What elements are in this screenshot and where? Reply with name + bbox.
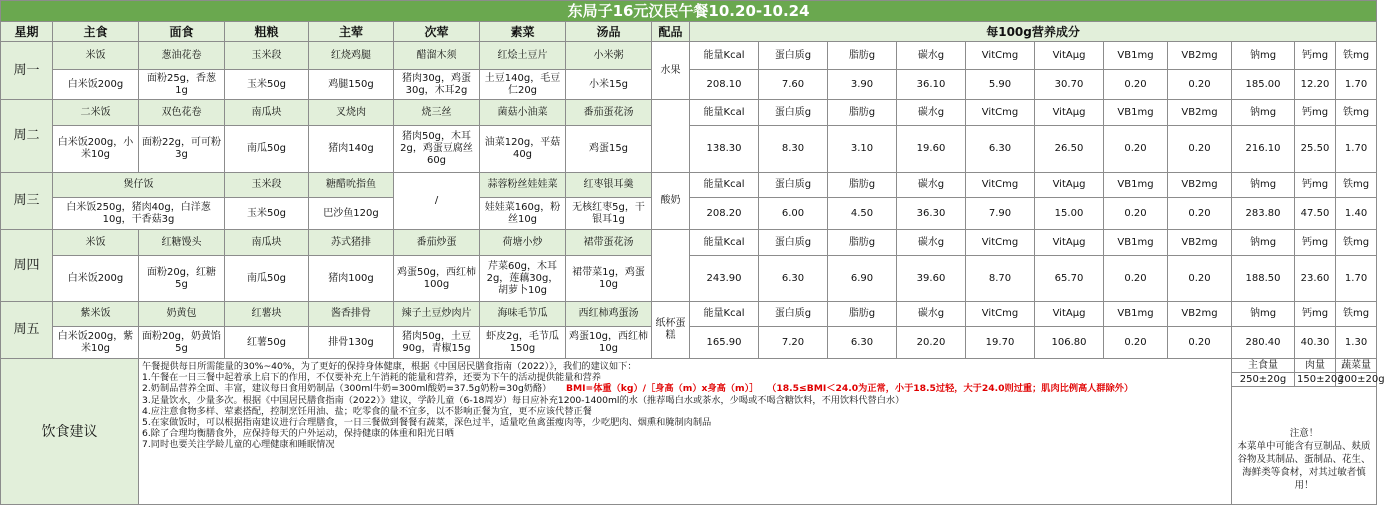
nutrient-value: 208.20: [690, 198, 759, 230]
nutrient-label: 钙mg: [1295, 100, 1336, 126]
nutrient-label: 蛋白质g: [759, 100, 828, 126]
nutrient-label: 能量Kcal: [690, 42, 759, 70]
dish-cell: 玉米段: [225, 42, 309, 70]
nutrient-value: 1.70: [1336, 126, 1377, 173]
nutrient-label: 蛋白质g: [759, 42, 828, 70]
nutrient-value: 165.90: [690, 327, 759, 359]
dish-cell: 米饭: [53, 42, 139, 70]
nutrient-label: 脂肪g: [828, 173, 897, 198]
nutrient-label: 铁mg: [1336, 42, 1377, 70]
nutrient-label: 碳水g: [897, 100, 966, 126]
dish-cell: 南瓜块: [225, 230, 309, 256]
nutrient-value: 6.00: [759, 198, 828, 230]
day-label: 周二: [1, 100, 53, 173]
portion-value: 250±20g: [1232, 373, 1295, 387]
qty-cell: 鸡蛋15g: [566, 126, 652, 173]
header-flour: 面食: [139, 22, 225, 42]
nutrient-value: 3.10: [828, 126, 897, 173]
nutrient-value: 15.00: [1035, 198, 1104, 230]
nutrient-value: 6.30: [828, 327, 897, 359]
nutrient-label: VitCmg: [966, 42, 1035, 70]
notice-title: 注意！: [1289, 428, 1319, 439]
advice-line: 1.午餐在一日三餐中起着承上启下的作用，不仅要补充上午消耗的能量和营养，还要为下午的活动提供能量和营养: [142, 372, 601, 384]
advice-line: 3.足量饮水，少量多次。根据《中国居民膳食指南（2022）》建议，学龄儿童（6-18周岁）每日应补充1200-1400ml的水（推荐喝白水或茶水，少喝或不喝含糖饮料，不用饮料代替白水）: [142, 394, 905, 406]
nutrient-value: 106.80: [1035, 327, 1104, 359]
qty-cell: 白米饭200g: [53, 70, 139, 100]
extra-cell: [652, 100, 690, 173]
qty-cell: 白米饭200g: [53, 256, 139, 302]
dish-cell: 番茄蛋花汤: [566, 100, 652, 126]
nutrient-label: 钠mg: [1232, 100, 1295, 126]
dish-cell: 菌菇小油菜: [480, 100, 566, 126]
header-extra: 配品: [652, 22, 690, 42]
nutrient-value: 6.30: [966, 126, 1035, 173]
dish-cell: 辣子土豆炒肉片: [394, 302, 480, 327]
dish-cell: 裙带蛋花汤: [566, 230, 652, 256]
qty-cell: 面粉20g，奶黄馅5g: [139, 327, 225, 359]
dish-cell: 煲仔饭: [53, 173, 225, 198]
nutrient-label: VitCmg: [966, 100, 1035, 126]
nutrient-value: 188.50: [1232, 256, 1295, 302]
bmi-note: （18.5≤BMI＜24.0为正常，小于18.5过轻，大于24.0则过重；肌肉比例高人群除外）: [767, 383, 1134, 395]
nutrient-value: 0.20: [1168, 126, 1232, 173]
nutrient-label: 碳水g: [897, 230, 966, 256]
nutrient-label: VB2mg: [1168, 100, 1232, 126]
qty-cell: 玉米50g: [225, 198, 309, 230]
nutrient-label: VitAμg: [1035, 42, 1104, 70]
bmi-formula: BMI=体重（kg）/［身高（m）x身高（m）］: [565, 383, 759, 395]
nutrient-value: 19.60: [897, 126, 966, 173]
nutrient-value: 7.90: [966, 198, 1035, 230]
nutrient-value: 6.30: [759, 256, 828, 302]
nutrient-value: 30.70: [1035, 70, 1104, 100]
nutrient-label: 脂肪g: [828, 302, 897, 327]
extra-cell: [652, 230, 690, 302]
nutrient-value: 36.30: [897, 198, 966, 230]
nutrient-label: 能量Kcal: [690, 173, 759, 198]
qty-cell: 玉米50g: [225, 70, 309, 100]
qty-cell: 土豆140g，毛豆仁20g: [480, 70, 566, 100]
dish-cell: 酱香排骨: [309, 302, 394, 327]
nutrient-value: 23.60: [1295, 256, 1336, 302]
nutrient-value: 0.20: [1168, 198, 1232, 230]
nutrient-label: 能量Kcal: [690, 100, 759, 126]
portion-header: 肉量: [1295, 359, 1336, 373]
dish-cell: 红糖馒头: [139, 230, 225, 256]
qty-cell: 鸡蛋50g，西红柿100g: [394, 256, 480, 302]
qty-cell: 猪肉30g，鸡蛋30g，木耳2g: [394, 70, 480, 100]
nutrient-value: 20.20: [897, 327, 966, 359]
dish-cell: 二米饭: [53, 100, 139, 126]
nutrient-label: VB2mg: [1168, 173, 1232, 198]
qty-cell: 猪肉50g，土豆90g，青椒15g: [394, 327, 480, 359]
dish-cell: 奶黄包: [139, 302, 225, 327]
qty-cell: 白米饭200g，紫米10g: [53, 327, 139, 359]
day-label: 周四: [1, 230, 53, 302]
advice-line: 7.同时也要关注学龄儿童的心理健康和睡眠情况: [142, 439, 335, 451]
nutrient-label: VitAμg: [1035, 100, 1104, 126]
nutrient-label: VB2mg: [1168, 302, 1232, 327]
dish-cell: 叉烧肉: [309, 100, 394, 126]
dish-cell: 南瓜块: [225, 100, 309, 126]
nutrient-value: 26.50: [1035, 126, 1104, 173]
nutrient-value: 8.70: [966, 256, 1035, 302]
dish-cell: 糖醋吮指鱼: [309, 173, 394, 198]
nutrient-label: 蛋白质g: [759, 302, 828, 327]
nutrient-value: 1.30: [1336, 327, 1377, 359]
nutrient-label: 脂肪g: [828, 230, 897, 256]
nutrient-value: 36.10: [897, 70, 966, 100]
dish-cell: 醋溜木须: [394, 42, 480, 70]
nutrient-value: 8.30: [759, 126, 828, 173]
menu-title: 东局子16元汉民午餐10.20-10.24: [1, 1, 1377, 22]
header-meat: 主荤: [309, 22, 394, 42]
dish-cell: 紫米饭: [53, 302, 139, 327]
nutrient-value: 3.90: [828, 70, 897, 100]
extra-cell: 纸杯蛋糕: [652, 302, 690, 359]
qty-cell: 裙带菜1g，鸡蛋10g: [566, 256, 652, 302]
advice-line: 午餐提供每日所需能量的30%~40%，为了更好的保持身体健康，根据《中国居民膳食指南（2022）》，我们的建议如下：: [142, 361, 637, 372]
dish-cell: 双色花卷: [139, 100, 225, 126]
nutrient-label: VitAμg: [1035, 173, 1104, 198]
dish-cell: 红枣银耳羹: [566, 173, 652, 198]
qty-cell: 排骨130g: [309, 327, 394, 359]
nutrient-value: 6.90: [828, 256, 897, 302]
nutrient-value: 1.40: [1336, 198, 1377, 230]
nutrient-value: 0.20: [1104, 70, 1168, 100]
qty-cell: 红薯50g: [225, 327, 309, 359]
nutrient-label: 铁mg: [1336, 100, 1377, 126]
qty-cell: 虾皮2g，毛节瓜150g: [480, 327, 566, 359]
nutrient-label: 碳水g: [897, 173, 966, 198]
advice-text: [139, 359, 1232, 505]
dish-cell: 米饭: [53, 230, 139, 256]
nutrient-label: 蛋白质g: [759, 230, 828, 256]
nutrient-value: 5.90: [966, 70, 1035, 100]
qty-cell: 油菜120g，平菇40g: [480, 126, 566, 173]
qty-cell: 面粉22g，可可粉3g: [139, 126, 225, 173]
nutrient-label: 脂肪g: [828, 100, 897, 126]
header-nutrition: 每100g营养成分: [690, 22, 1377, 42]
dish-cell: /: [394, 173, 480, 230]
nutrient-value: 185.00: [1232, 70, 1295, 100]
qty-cell: 娃娃菜160g，粉丝10g: [480, 198, 566, 230]
header-staple: 主食: [53, 22, 139, 42]
nutrient-value: 0.20: [1104, 126, 1168, 173]
dish-cell: 烧三丝: [394, 100, 480, 126]
header-coarse: 粗粮: [225, 22, 309, 42]
nutrient-label: 钠mg: [1232, 173, 1295, 198]
advice-line: [142, 383, 1228, 394]
nutrient-value: 19.70: [966, 327, 1035, 359]
qty-cell: 南瓜50g: [225, 256, 309, 302]
nutrient-label: VB1mg: [1104, 230, 1168, 256]
nutrient-value: 1.70: [1336, 70, 1377, 100]
portion-value: 200±20g: [1336, 373, 1377, 387]
qty-cell: 白米饭200g，小米10g: [53, 126, 139, 173]
nutrient-label: 蛋白质g: [759, 173, 828, 198]
notice-text: 本菜单中可能含有豆制品、麸质谷物及其制品、蛋制品、花生、海鲜类等食材，对其过敏者慎用！: [1237, 441, 1371, 491]
nutrient-label: VB1mg: [1104, 42, 1168, 70]
nutrient-value: 0.20: [1104, 256, 1168, 302]
nutrient-label: VB2mg: [1168, 230, 1232, 256]
nutrient-value: 1.70: [1336, 256, 1377, 302]
qty-cell: 面粉25g，香葱1g: [139, 70, 225, 100]
nutrient-label: VitCmg: [966, 173, 1035, 198]
dish-cell: 红烧鸡腿: [309, 42, 394, 70]
qty-cell: 小米15g: [566, 70, 652, 100]
nutrient-value: 216.10: [1232, 126, 1295, 173]
qty-cell: 猪肉140g: [309, 126, 394, 173]
nutrient-label: 钙mg: [1295, 302, 1336, 327]
header-soup: 汤品: [566, 22, 652, 42]
advice-line: 6.除了合理均衡膳食外，应保持每天的户外运动，保持健康的体重和阳光日晒: [142, 428, 454, 440]
nutrient-label: 铁mg: [1336, 302, 1377, 327]
dish-cell: 海味毛节瓜: [480, 302, 566, 327]
nutrient-value: 47.50: [1295, 198, 1336, 230]
dish-cell: 红烩土豆片: [480, 42, 566, 70]
nutrient-value: 0.20: [1104, 198, 1168, 230]
nutrient-label: 钙mg: [1295, 42, 1336, 70]
nutrient-value: 25.50: [1295, 126, 1336, 173]
nutrient-value: 65.70: [1035, 256, 1104, 302]
nutrient-value: 4.50: [828, 198, 897, 230]
nutrient-label: VitAμg: [1035, 302, 1104, 327]
advice-line: 4.应注意食物多样、荤素搭配，控制烹饪用油、盐；吃零食的量不宜多，以不影响正餐为宜，更不应该代替正餐: [142, 405, 592, 417]
nutrient-label: 钠mg: [1232, 302, 1295, 327]
dish-cell: 葱油花卷: [139, 42, 225, 70]
qty-cell: 无核红枣5g，干银耳1g: [566, 198, 652, 230]
day-label: 周三: [1, 173, 53, 230]
extra-cell: 酸奶: [652, 173, 690, 230]
nutrient-value: 138.30: [690, 126, 759, 173]
nutrient-value: 243.90: [690, 256, 759, 302]
nutrient-value: 0.20: [1104, 327, 1168, 359]
advice-line: 5.在家做饭时，可以根据指南建议进行合理膳食，一日三餐做到餐餐有蔬菜，深色过半，适量吃鱼禽蛋瘦肉等，少吃肥肉、烟熏和腌制肉制品: [142, 417, 712, 429]
header-side-meat: 次荤: [394, 22, 480, 42]
qty-cell: 南瓜50g: [225, 126, 309, 173]
nutrient-label: 碳水g: [897, 302, 966, 327]
qty-cell: 白米饭250g，猪肉40g，白洋葱10g，干香菇3g: [53, 198, 225, 230]
dish-cell: 小米粥: [566, 42, 652, 70]
qty-cell: 猪肉100g: [309, 256, 394, 302]
nutrient-value: 7.60: [759, 70, 828, 100]
nutrient-label: 脂肪g: [828, 42, 897, 70]
nutrient-value: 280.40: [1232, 327, 1295, 359]
nutrient-label: 能量Kcal: [690, 230, 759, 256]
allergy-notice: [1232, 387, 1377, 505]
header-veg: 素菜: [480, 22, 566, 42]
extra-cell: 水果: [652, 42, 690, 100]
nutrient-label: VB1mg: [1104, 173, 1168, 198]
nutrient-value: 283.80: [1232, 198, 1295, 230]
nutrient-label: 钙mg: [1295, 230, 1336, 256]
advice-label: 饮食建议: [1, 359, 139, 505]
qty-cell: 面粉20g，红糖5g: [139, 256, 225, 302]
nutrient-value: 0.20: [1168, 256, 1232, 302]
dish-cell: 番茄炒蛋: [394, 230, 480, 256]
nutrient-value: 0.20: [1168, 327, 1232, 359]
dish-cell: 红薯块: [225, 302, 309, 327]
dish-cell: 玉米段: [225, 173, 309, 198]
nutrient-value: 39.60: [897, 256, 966, 302]
nutrient-label: 铁mg: [1336, 230, 1377, 256]
nutrient-value: 0.20: [1168, 70, 1232, 100]
portion-value: 150±20g: [1295, 373, 1336, 387]
nutrient-label: 能量Kcal: [690, 302, 759, 327]
nutrient-value: 7.20: [759, 327, 828, 359]
day-label: 周五: [1, 302, 53, 359]
advice-line-text: 2.奶制品营养全面、丰富，建议每日食用奶制品（300ml牛奶=300ml酸奶=37.5g奶粉=30g奶酪）: [142, 383, 552, 395]
nutrient-label: VitCmg: [966, 302, 1035, 327]
portion-header: 蔬菜量: [1336, 359, 1377, 373]
nutrient-label: 钙mg: [1295, 173, 1336, 198]
nutrient-value: 12.20: [1295, 70, 1336, 100]
nutrient-label: 碳水g: [897, 42, 966, 70]
nutrient-label: VB1mg: [1104, 302, 1168, 327]
dish-cell: 苏式猪排: [309, 230, 394, 256]
portion-header: 主食量: [1232, 359, 1295, 373]
nutrient-label: VitAμg: [1035, 230, 1104, 256]
nutrient-label: VitCmg: [966, 230, 1035, 256]
nutrient-value: 40.30: [1295, 327, 1336, 359]
qty-cell: 鸡蛋10g，西红柿10g: [566, 327, 652, 359]
header-day: 星期: [1, 22, 53, 42]
qty-cell: 巴沙鱼120g: [309, 198, 394, 230]
nutrient-value: 208.10: [690, 70, 759, 100]
nutrient-label: 钠mg: [1232, 230, 1295, 256]
dish-cell: 西红柿鸡蛋汤: [566, 302, 652, 327]
qty-cell: 猪肉50g，木耳2g，鸡蛋豆腐丝60g: [394, 126, 480, 173]
qty-cell: 鸡腿150g: [309, 70, 394, 100]
nutrient-label: 铁mg: [1336, 173, 1377, 198]
nutrient-label: VB1mg: [1104, 100, 1168, 126]
dish-cell: 荷塘小炒: [480, 230, 566, 256]
qty-cell: 芹菜60g，木耳2g，莲藕30g，胡萝卜10g: [480, 256, 566, 302]
day-label: 周一: [1, 42, 53, 100]
dish-cell: 蒜蓉粉丝娃娃菜: [480, 173, 566, 198]
nutrient-label: VB2mg: [1168, 42, 1232, 70]
nutrient-label: 钠mg: [1232, 42, 1295, 70]
